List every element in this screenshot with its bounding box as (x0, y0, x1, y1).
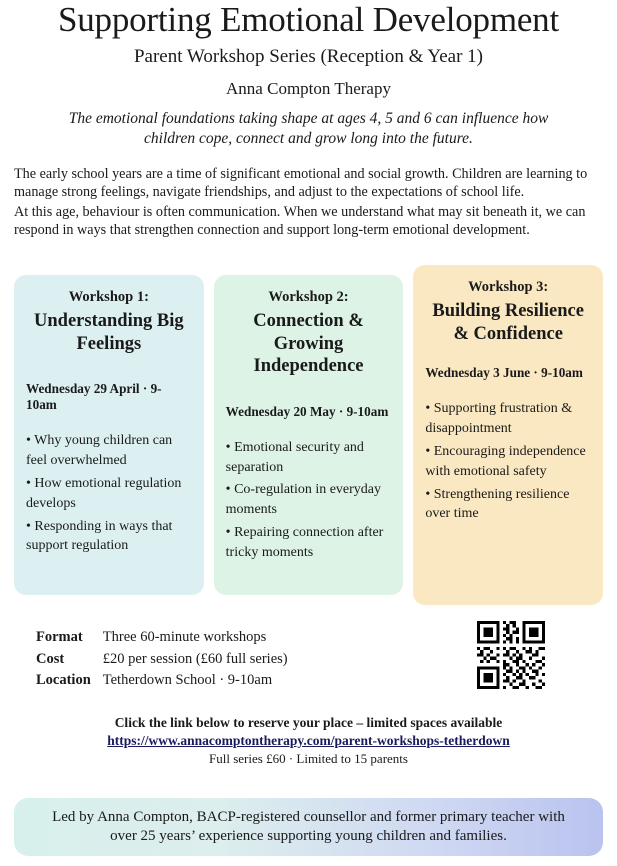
list-item: • Repairing connection after tricky moments (225, 525, 384, 561)
detail-row-cost (36, 649, 288, 671)
workshop-1-eyebrow: Workshop 1: (68, 288, 149, 305)
list-item: • Responding in ways that support regulation (26, 518, 173, 554)
workshop-1-bullets (26, 431, 192, 556)
workshop-cards (14, 265, 603, 605)
intro-section (14, 165, 603, 239)
page-title: Supporting Emotional Development (57, 0, 560, 39)
detail-row-location (36, 670, 288, 692)
qr-code-icon[interactable] (477, 621, 545, 689)
workshop-1-title: Understanding Big Feelings (34, 310, 184, 354)
workshop-2-eyebrow: Workshop 2: (268, 288, 349, 305)
tagline: The emotional foundations taking shape at ages 4, 5 and 6 can influence how children cope, connect and grow long into the future. (68, 110, 549, 148)
detail-row-format (36, 627, 288, 649)
intro-paragraph-1: The early school years are a time of significant emotional and social growth. Children are learning to manage strong feelings, navigate friendships, and adjust to the expectations of school life. (14, 166, 588, 201)
booking-link[interactable]: https://www.annacomptontherapy.com/parent-workshops-tetherdown (107, 732, 510, 748)
location-label: Location (36, 672, 91, 689)
list-item: • Supporting frustration & disappointment (425, 401, 573, 436)
page-subtitle: Parent Workshop Series (Reception & Year 1) (133, 46, 484, 67)
list-item: • Why young children can feel overwhelmed (26, 433, 173, 468)
footer-text: Led by Anna Compton, BACP-registered counsellor and former primary teacher with over 25 years’ experience supporting young children and families. (52, 808, 565, 844)
booking-fine-print: Full series £60 · Limited to 15 parents (209, 751, 408, 767)
intro-paragraph-2: At this age, behaviour is often communication. When we understand what may sit beneath it, we can respond in ways that strengthen connection and support long-term emotional development. (14, 203, 586, 238)
workshop-3-eyebrow: Workshop 3: (468, 278, 549, 295)
location-value: Tetherdown School · 9-10am (102, 672, 273, 689)
format-label: Format (36, 628, 83, 645)
list-item: • How emotional regulation develops (26, 475, 182, 511)
list-item: • Encouraging independence with emotional safety (425, 443, 586, 479)
details-block (36, 627, 288, 692)
workshop-3-date: Wednesday 3 June · 9-10am (425, 365, 583, 381)
list-item: • Emotional security and separation (225, 439, 364, 475)
workshop-2-date: Wednesday 20 May · 9-10am (225, 403, 389, 419)
cost-label: Cost (36, 650, 65, 667)
details-row (14, 627, 603, 692)
booking-block (14, 714, 603, 768)
qr-code-wrapper[interactable] (477, 621, 545, 689)
list-item: • Co-regulation in everyday moments (225, 482, 382, 518)
workshop-card-1[interactable] (14, 275, 204, 595)
workshop-2-bullets (226, 438, 392, 563)
workshop-card-2[interactable] (214, 275, 404, 595)
format-value: Three 60-minute workshops (102, 628, 267, 645)
cost-value: £20 per session (£60 full series) (102, 650, 288, 667)
list-item: • Strengthening resilience over time (425, 486, 570, 522)
workshop-3-bullets (425, 399, 591, 524)
workshop-1-date: Wednesday 29 April · 9-10am (26, 381, 162, 413)
footer-banner (14, 798, 603, 856)
workshop-3-title: Building Resilience & Confidence (432, 300, 584, 344)
poster-page (0, 2, 617, 866)
workshop-card-3[interactable] (413, 265, 603, 605)
booking-cta: Click the link below to reserve your place – limited spaces available (114, 714, 503, 730)
workshop-2-title: Connection & Growing Independence (253, 310, 364, 377)
author-name: Anna Compton Therapy (226, 79, 391, 98)
